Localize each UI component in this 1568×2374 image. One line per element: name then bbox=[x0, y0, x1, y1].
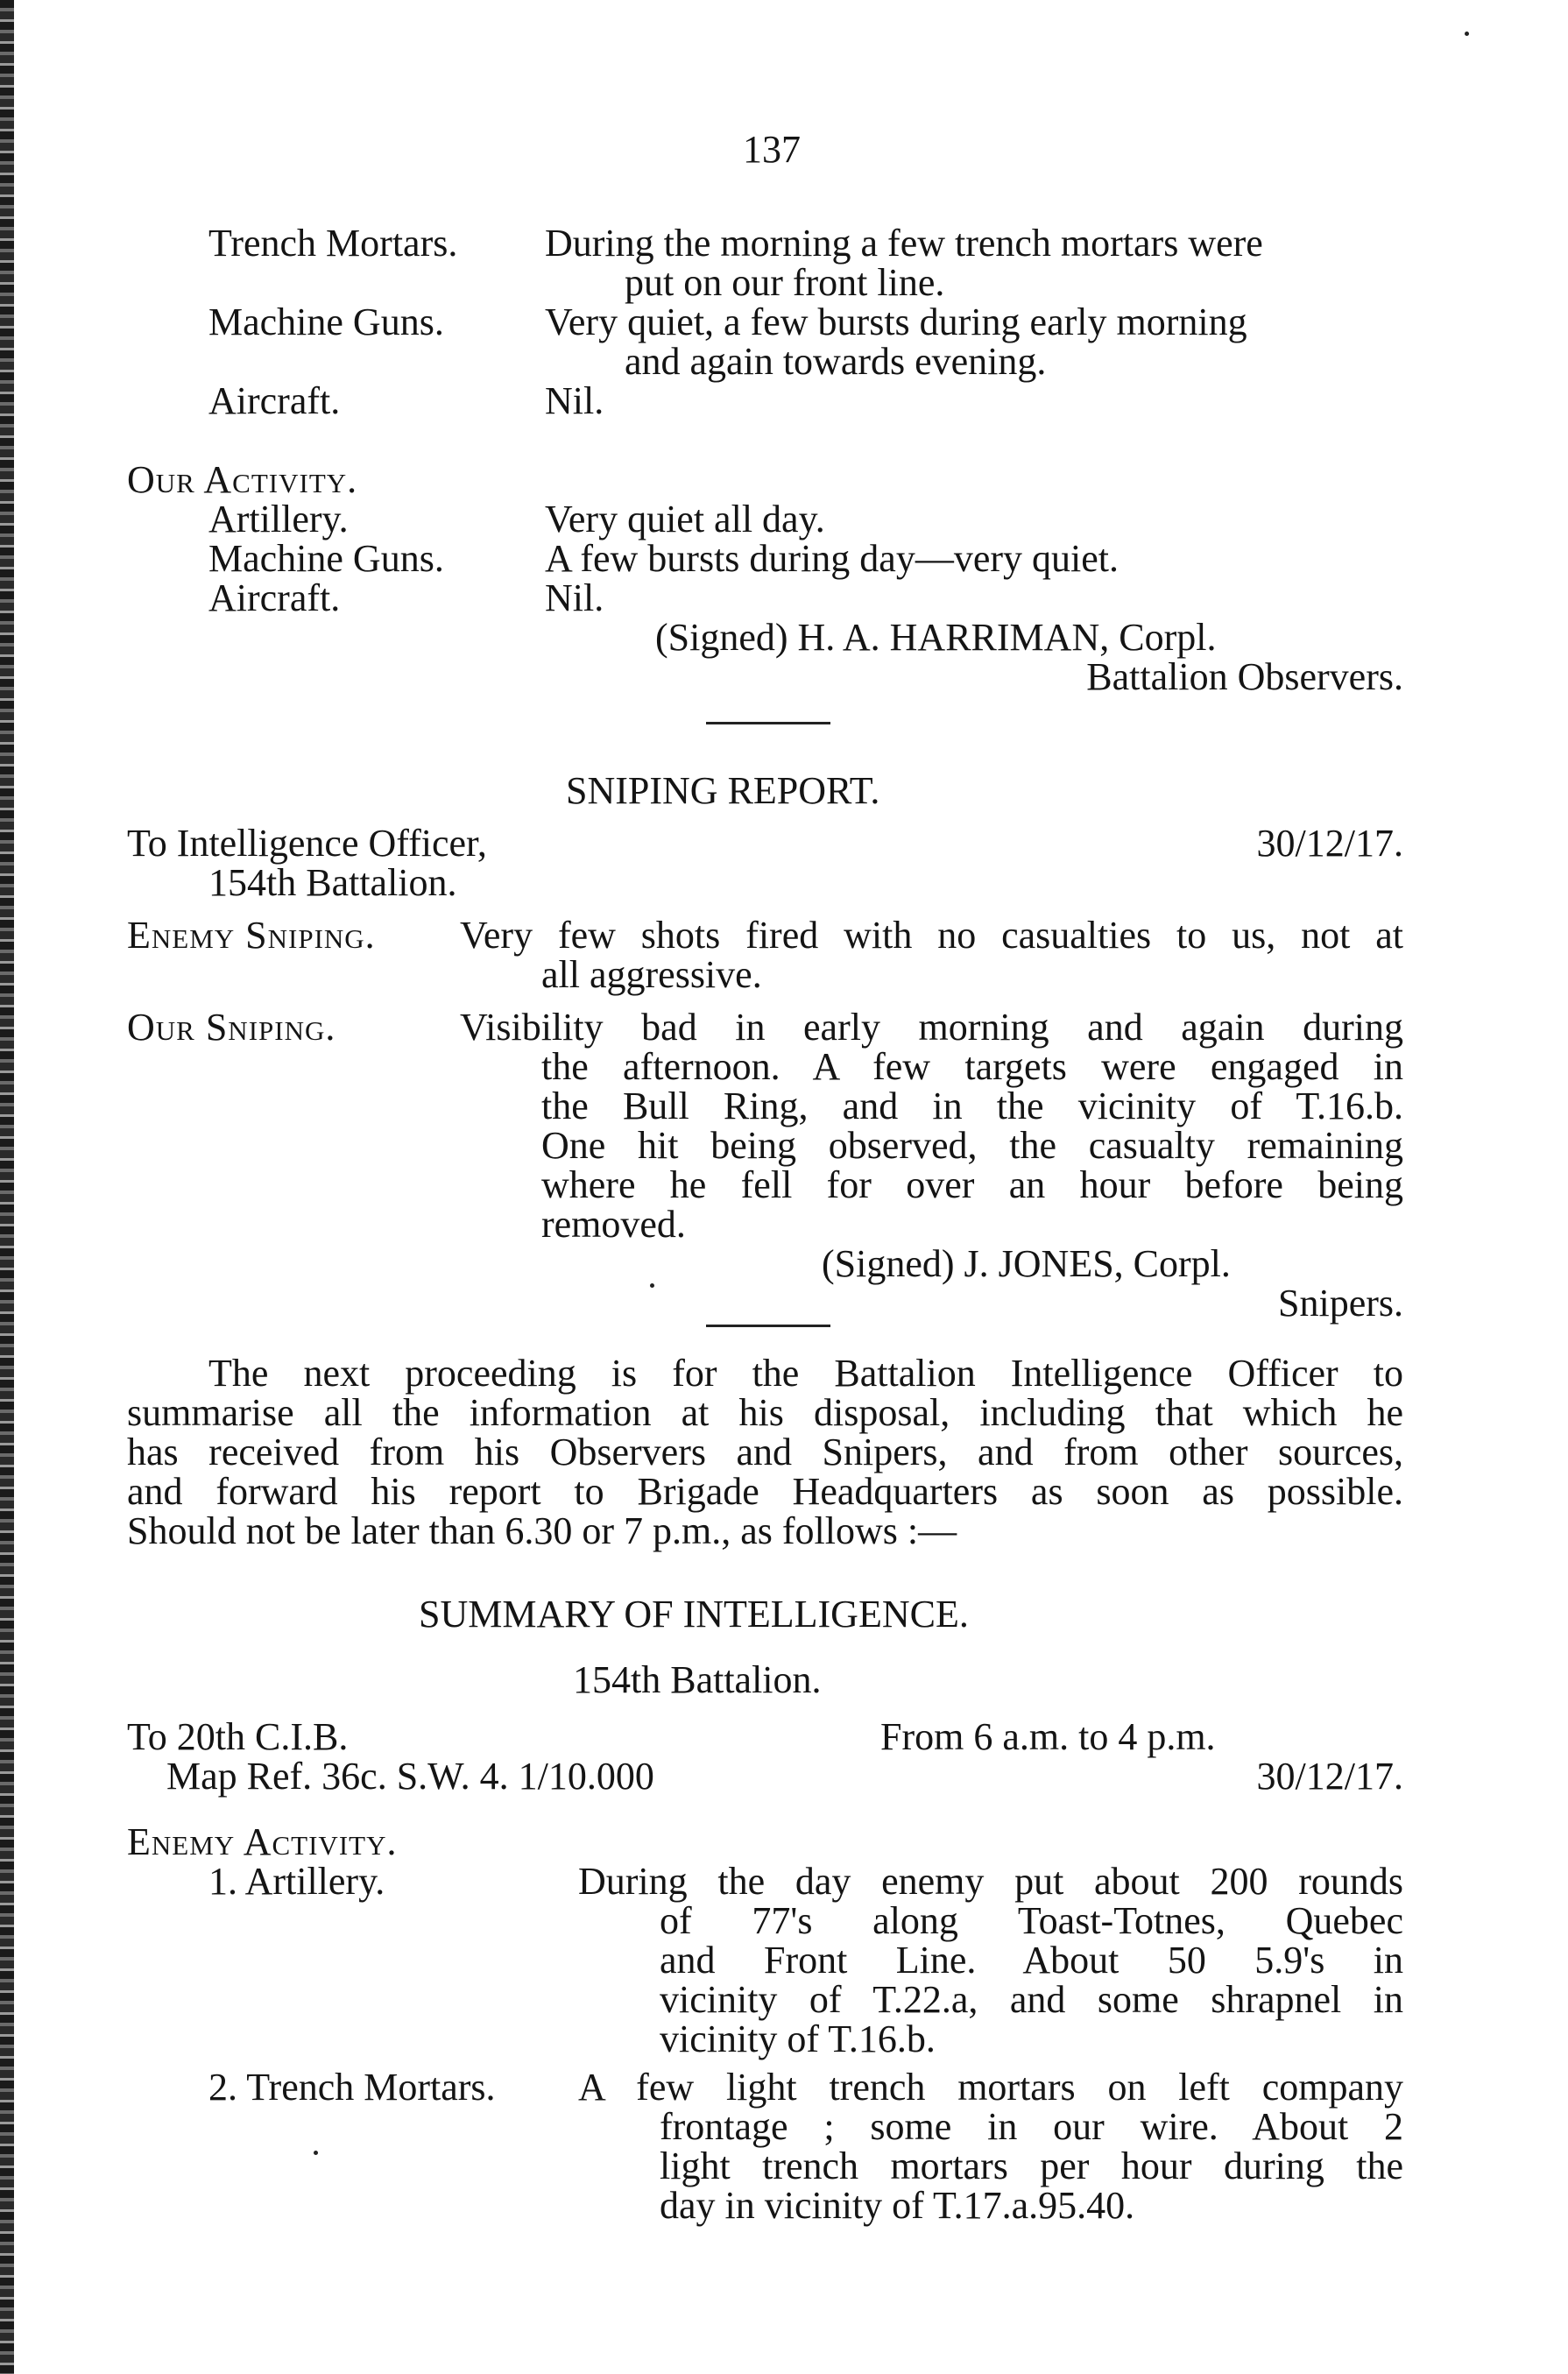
summary-title: SUMMARY OF INTELLIGENCE. bbox=[419, 1593, 969, 1636]
item-trench-mortars-line2: frontage ; some in our wire. About 2 bbox=[660, 2105, 1403, 2148]
row-label-artillery: Artillery. bbox=[208, 498, 349, 541]
snipers-signature: (Signed) J. JONES, Corpl. bbox=[822, 1242, 1231, 1285]
item-artillery-line5: vicinity of T.16.b. bbox=[660, 2017, 936, 2060]
row-text-aircraft: Nil. bbox=[545, 576, 604, 619]
snipers-signature-role: Snipers. bbox=[1278, 1282, 1403, 1325]
our-activity-heading: Our Activity. bbox=[127, 458, 358, 501]
item-trench-mortars-line4: day in vicinity of T.17.a.95.40. bbox=[660, 2184, 1135, 2227]
enemy-sniping-label: Enemy Sniping. bbox=[127, 914, 376, 957]
sniping-report-title: SNIPING REPORT. bbox=[566, 769, 880, 812]
page-number: 137 bbox=[743, 128, 801, 171]
our-sniping-line2: the afternoon. A few targets were engaged in bbox=[541, 1045, 1403, 1088]
sniping-to-line2: 154th Battalion. bbox=[208, 861, 457, 904]
row-label-trench-mortars: Trench Mortars. bbox=[208, 222, 458, 265]
summary-to: To 20th C.I.B. bbox=[127, 1715, 349, 1758]
paragraph-line2: summarise all the information at his disposal, including that which he bbox=[127, 1391, 1403, 1434]
our-sniping-line5: where he fell for over an hour before being bbox=[541, 1163, 1403, 1206]
enemy-sniping-line2: all aggressive. bbox=[541, 953, 762, 996]
row-text-machine-guns-line1: Very quiet, a few bursts during early morning bbox=[545, 300, 1247, 343]
item-label-trench-mortars: 2. Trench Mortars. bbox=[208, 2066, 496, 2109]
specks bbox=[314, 2151, 318, 2155]
paragraph-line1: The next proceeding is for the Battalion Intelligence Officer to bbox=[208, 1352, 1403, 1395]
summary-time-range: From 6 a.m. to 4 p.m. bbox=[880, 1715, 1216, 1758]
item-trench-mortars-line3: light trench mortars per hour during the bbox=[660, 2144, 1403, 2187]
row-label-machine-guns: Machine Guns. bbox=[208, 300, 444, 343]
row-label-machine-guns: Machine Guns. bbox=[208, 537, 444, 580]
row-text-machine-guns: A few bursts during day—very quiet. bbox=[545, 537, 1119, 580]
paragraph-line4: and forward his report to Brigade Headquarters as soon as possible. bbox=[127, 1470, 1403, 1513]
our-sniping-line1: Visibility bad in early morning and again during bbox=[460, 1006, 1403, 1049]
observers-signature-role: Battalion Observers. bbox=[1086, 655, 1403, 698]
row-label-aircraft: Aircraft. bbox=[208, 576, 341, 619]
item-trench-mortars-line1: A few light trench mortars on left company bbox=[578, 2066, 1403, 2109]
section-divider bbox=[706, 1325, 830, 1327]
row-text-trench-mortars-line2: put on our front line. bbox=[625, 261, 945, 304]
page-binding-edge bbox=[0, 0, 14, 2374]
sniping-to-line1: To Intelligence Officer, bbox=[127, 822, 487, 865]
row-text-artillery: Very quiet all day. bbox=[545, 498, 825, 541]
row-text-aircraft: Nil. bbox=[545, 379, 604, 422]
enemy-activity-heading: Enemy Activity. bbox=[127, 1820, 398, 1863]
summary-map-ref: Map Ref. 36c. S.W. 4. 1/10.000 bbox=[166, 1755, 654, 1798]
row-text-trench-mortars-line1: During the morning a few trench mortars were bbox=[545, 222, 1263, 265]
our-sniping-label: Our Sniping. bbox=[127, 1006, 336, 1049]
summary-date: 30/12/17. bbox=[1256, 1755, 1403, 1798]
observers-signature: (Signed) H. A. HARRIMAN, Corpl. bbox=[655, 616, 1217, 659]
our-sniping-line6: removed. bbox=[541, 1203, 686, 1246]
sniping-date: 30/12/17. bbox=[1256, 822, 1403, 865]
item-artillery-line2: of 77's along Toast-Totnes, Quebec bbox=[660, 1899, 1403, 1942]
summary-battalion: 154th Battalion. bbox=[573, 1658, 822, 1701]
specks bbox=[1465, 32, 1469, 36]
item-artillery-line4: vicinity of T.22.a, and some shrapnel in bbox=[660, 1978, 1403, 2021]
paragraph-line3: has received from his Observers and Snipers, and from other sources, bbox=[127, 1431, 1403, 1473]
item-artillery-line1: During the day enemy put about 200 rounds bbox=[578, 1860, 1403, 1903]
row-label-aircraft: Aircraft. bbox=[208, 379, 341, 422]
enemy-sniping-line1: Very few shots fired with no casualties to us, not at bbox=[460, 914, 1403, 957]
item-label-artillery: 1. Artillery. bbox=[208, 1860, 385, 1903]
paragraph-line5: Should not be later than 6.30 or 7 p.m., as follows :— bbox=[127, 1509, 957, 1552]
row-text-machine-guns-line2: and again towards evening. bbox=[625, 340, 1047, 383]
section-divider bbox=[706, 722, 830, 724]
item-artillery-line3: and Front Line. About 50 5.9's in bbox=[660, 1939, 1403, 1982]
our-sniping-line3: the Bull Ring, and in the vicinity of T.16.b. bbox=[541, 1085, 1403, 1127]
our-sniping-line4: One hit being observed, the casualty remaining bbox=[541, 1124, 1403, 1167]
specks bbox=[650, 1283, 654, 1288]
